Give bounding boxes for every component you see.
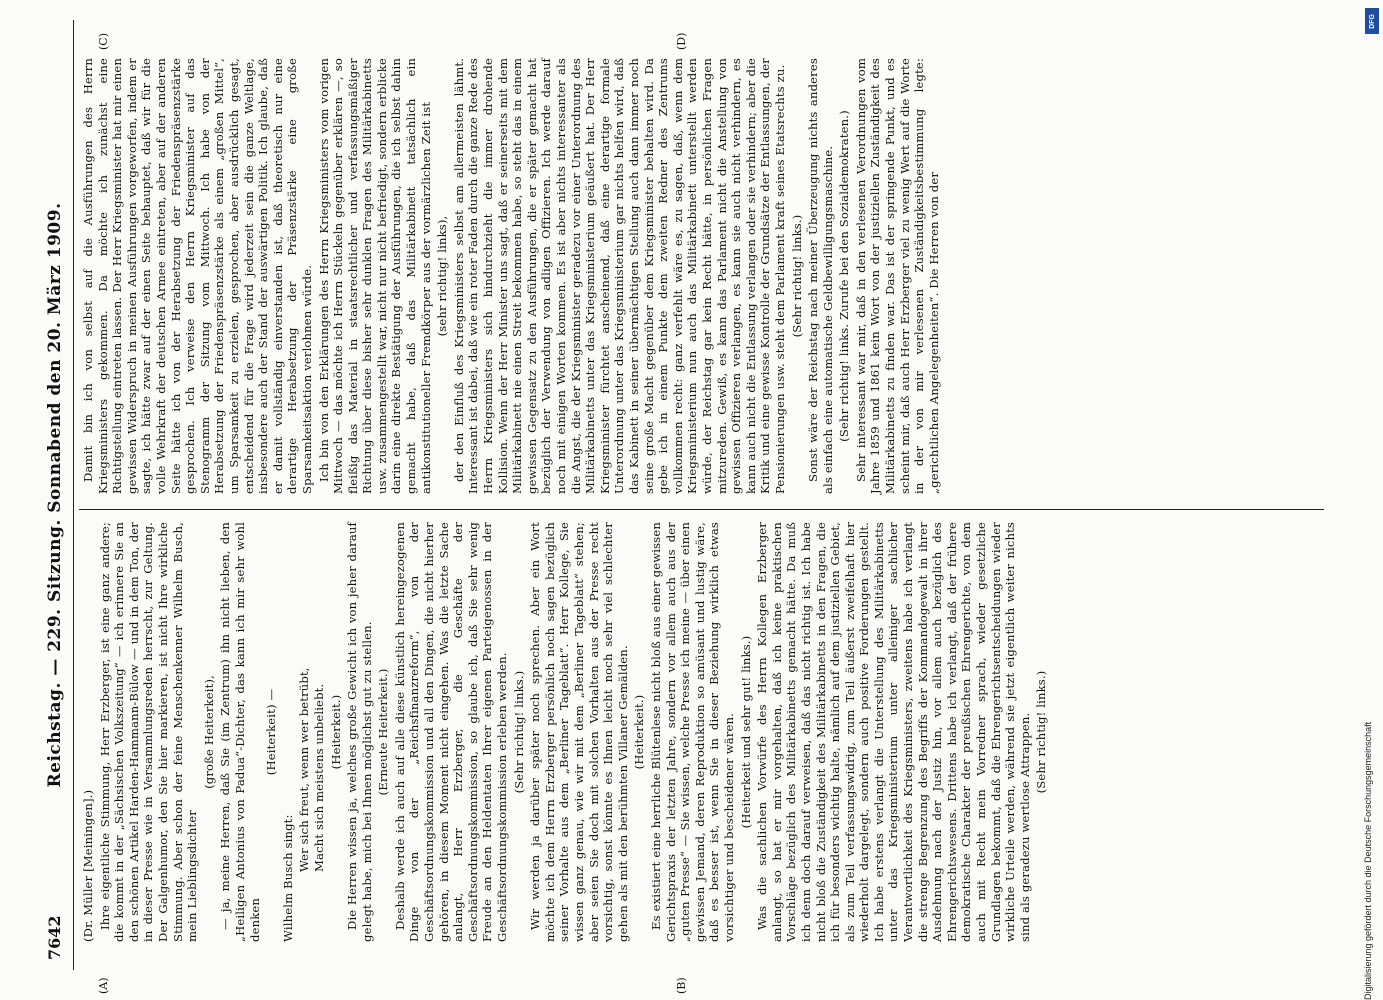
interjection: (Sehr richtig! links. Zurufe bei den Sozialdemokraten.) [837,110,852,442]
paragraph: der den Einfluß des Kriegsministers selbst am allermeisten lähmt. Interessant ist dabei, daß wie ein roter Faden durch die ganze Rede des Herrn Kriegsministers sich hindurchzieht die immer drohende Kollision. Wenn der Herr Minister uns sagt, daß er seinerseits mit dem Militärkabinett nie einen Streit bekommen habe, so steht das in einem gewissen Gegensatz zu den Ausführungen, die er später gemacht hat bezüglich der Verwendung von adligen Offizieren. Ich werde darauf noch mit einigen Worten kommen. Es ist aber nichts interessanter als die Angst, die der Kriegsminister geradezu vor einer Unterordnung des Militärkabinetts unter das Kriegsministerium geäußert hat. Der Herr Kriegsminister fürchtet anscheinend, daß eine derartige formale Unterordnung unter das Kriegsministerium gar nichts helfen wird, daß das Kabinett in seiner übermächtigen Stellung auch dann immer noch seine große Macht gegenüber dem Kriegsminister behalten wird. Da gebe ich in einem Punkte dem zweiten Redner des Zentrums vollkommen recht: ganz verfehlt wäre es, zu sagen, daß, wenn dem Kriegsministerium nun auch das Militärkabinett unterstellt werden würde, der Reichstag gar kein Recht hätte, in persönlichen Fragen mitzureden. Gewiß, es kann das Parlament nicht die Anstellung von gewissen Offizieren verlangen, es kann sie auch nicht verhindern, es kann auch nicht die Entlassung verlangen oder sie verhindern; aber die Kritik und eine gewisse Kontrolle der Grundsätze der Entlassungen, der Pensionierungen usw. steht dem Parlament kraft seines Etatsrechts zu. [451,58,787,494]
paragraph: Ich bin von den Erklärungen des Herrn Kriegsministers vom vorigen Mittwoch — das möchte ich Herrn Stückeln gegenüber erklären —, so fleißig das Material in staatsrechtlicher und verfassungsmäßiger Richtung über diese bisher sehr dunklen Fragen des Militärkabinetts usw. zusammengestellt war, nicht nur nicht befriedigt, sondern erblicke darin eine direkte Bestätigung der Ausführungen, die ich selbst dahin gemacht habe, daß das Militärkabinett tatsächlich ein antikonstitutioneller Fremdkörper aus der vormärzlichen Zeit ist [316,58,433,494]
paragraph: Wir werden ja darüber später noch sprechen. Aber ein Wort möchte ich dem Herrn Erzberger persönlich noch sagen bezüglich seiner Vorhalte aus dem „Berliner Tageblatt“. Herr Kollege, Sie wissen ganz genau, wie wir mit dem „Berliner Tageblatt“ stehen; aber seien Sie doch mit solchen Vorhalten aus der Presse recht vorsichtig, sonst könnte es Ihnen leicht noch sehr viel schlechter gehen als mit den berühmten Villaner Gemälden. [528,522,630,942]
paragraph: Sonst wäre der Reichstag nach meiner Überzeugung nichts anderes als einfach eine automatische Geldbewilligungsmaschine. [806,58,835,494]
column-divider [79,509,1324,510]
interjection: (Heiterkeit.) [328,694,343,770]
margin-marker-a: (A) [97,977,110,994]
digitization-text: Digitalisierung gefördert durch die Deutsche Forschungsgemeinschaft [1363,721,1373,1000]
paragraph: Deshalb werde ich auch auf alle diese künstlich hereingezogenen Dinge von der „Reichsfinanzreform“, von der Geschäftsordnungskommission und all den Dingen, die nicht hierher gehören, in diesem Moment nicht eingehen. Was die letzte Sache anlangt, Herr Erzberger, die Geschäfte der Geschäftsordnungskommission, so glaube ich, daß Sie sehr wenig Freude an den Heldentaten Ihrer eigenen Parteigenossen in der Geschäftsordnungskommission erleben werden. [392,522,510,942]
page-title: Reichstag. — 229. Sitzung. Sonnabend den 20. März 1909. [45,202,65,788]
interjection: (große Heiterkeit), [201,675,216,789]
margin-marker-b: (B) [675,977,688,994]
paragraph: Was die sachlichen Vorwürfe des Herrn Kollegen Erzberger anlangt, so hat er mir vorgehalten, daß ich keine praktischen Vorschläge bezüglich des Militärkabinetts gemacht hätte. Da muß ich denn doch darauf verweisen, daß das nicht richtig ist. Ich habe nicht bloß die Zuständigkeit des Militärkabinetts in den Fragen, die ich für besonders wichtig halte, nämlich auf dem justiziellen Gebiet, als zum Teil verfassungswidrig, zum Teil äußerst zweifelhaft hier wiederholt dargelegt, sondern auch positive Forderungen gestellt. Ich habe erstens verlangt die Unterstellung des Militärkabinetts unter das Kriegsministerium unter alleiniger sachlicher Verantwortlichkeit des Kriegsministers, zweitens habe ich verlangt die strenge Begrenzung des Begriffs der Kommandogewalt in ihrer Ausdehnung nach der Justiz hin, vor allem auch bezüglich des Ehrengerichtswesens. Drittens habe ich verlangt, daß der frühere demokratische Charakter der preußischen Ehrengerichte, von dem auch mit Recht mein Vorredner sprach, wieder gesetzliche Grundlagen bekommt, daß die Ehrengerichtsentscheidungen wieder wirkliche Urteile werden, während sie jetzt eigentlich weiter nichts sind als geradezu wertlose Attrappen. [755,522,1032,942]
paragraph: Ihre eigentliche Stimmung, Herr Erzberger, ist eine ganz andere; die kommt in der „Sächsischen Volkszeitung“ — ich erinnere Sie an den schönen Artikel Harden-Hammann-Bülow — und in dem Ton, der in dieser Presse wie in Versammlungsreden herrscht, zur Geltung. Der Galgenhumor, den Sie hier markieren, ist nicht Ihre wirkliche Stimmung. Aber schon der feine Menschenkenner Wilhelm Busch, mein Lieblingsdichter [97,522,200,942]
interjection: (sehr richtig! links), [435,215,450,337]
interjection: (Sehr richtig! links.) [789,214,804,338]
verse-line: Wer sich freut, wenn wer betrübt, [297,667,312,872]
paragraph: Es existiert eine herrliche Blütenlese nicht bloß aus einer gewissen Gerichtspraxis der letzten Jahre, sondern vor allem auch aus der „guten Presse“ — Sie wissen, welche Presse ich meine — über einen gewissen Jemand, deren Reproduktion so amüsant und lustig wäre, daß es besser ist, wenn Sie in dieser Beziehung wirklich etwas vorsichtiger und bescheidener wären. [648,522,736,942]
interjection: (Sehr richtig! links.) [1034,670,1049,794]
margin-marker-c: (C) [97,33,110,50]
paragraph: Sehr interessant war mir, daß in den verlesenen Verordnungen vom Jahre 1859 und 1861 kein Wort von der justiziellen Zuständigkeit des Militärkabinetts zu finden war. Das ist der springende Punkt, und es scheint mir, daß auch Herr Erzberger viel zu wenig Wert auf die Worte in der von mir verlesenen Zuständigkeitsbestimmung legte: „gerichtlichen Angelegenheiten“. Die Herren von der [853,58,941,494]
right-column [81,58,943,494]
margin-marker-d: (D) [675,32,688,50]
interjection: (Erneute Heiterkeit.) [376,668,391,796]
left-column [81,522,1051,942]
dfg-logo [1365,8,1379,34]
interjection: (Heiterkeit.) [632,694,647,770]
dfg-logo-text: DFG [1368,13,1376,29]
paragraph: — ja, meine Herren, daß Sie (im Zentrum) ihn nicht lieben, den „Heiligen Antonius von Padua“-Dichter, das kann ich mir sehr wohl denken [218,522,262,942]
interjection: (Heiterkeit) — [264,688,279,776]
verse-line: Macht sich meistens unbeliebt. [311,683,326,872]
speaker-line: Wilhelm Busch singt: [280,814,295,942]
digitization-note [1363,0,1381,1000]
interjection: (Heiterkeit und sehr gut! links.) [738,635,753,829]
interjection: (Sehr richtig! links.) [511,670,526,794]
header-rule [73,20,74,970]
page-number: 7642 [45,915,64,960]
paragraph: Die Herren wissen ja, welches große Gewicht ich von jeher darauf gelegt habe, mich bei Ihnen möglichst gut zu stellen. [345,522,374,942]
paragraph: Damit bin ich von selbst auf die Ausführungen des Herrn Kriegsministers gekommen. Da möchte ich zunächst eine Richtigstellung eintreten lassen. Der Herr Kriegsminister hat mir einen gewissen Widerspruch in meinen Ausführungen vorgeworfen, indem er sagte, ich hätte zwar auf der einen Seite behauptet, daß wir für die volle Wehrkraft der deutschen Armee eintreten, aber auf der anderen Seite hätte ich von der Herabsetzung der Friedenspräsenzstärke gesprochen. Ich verweise den Herrn Kriegsminister auf das Stenogramm der Sitzung vom Mittwoch. Ich habe von der Herabsetzung der Friedenspräsenzstärke als einem „großen Mittel“, um Sparsamkeit zu erzielen, gesprochen, aber ausdrücklich gesagt, entscheidend für die Frage wird jederzeit sein die ganze Weltlage, insbesondere auch der Stand der auswärtigen Politik. Ich glaube, daß er damit vollständig einverstanden ist, daß theoretisch nur eine derartige Herabsetzung der Präsenzstärke eine große Sparsamkeitsaktion verlohnen würde. [81,58,314,494]
rotated-page-content [35,0,1355,1000]
page-header [37,30,71,960]
speaker-note: (Dr. Müller [Meiningen].) [81,789,95,942]
